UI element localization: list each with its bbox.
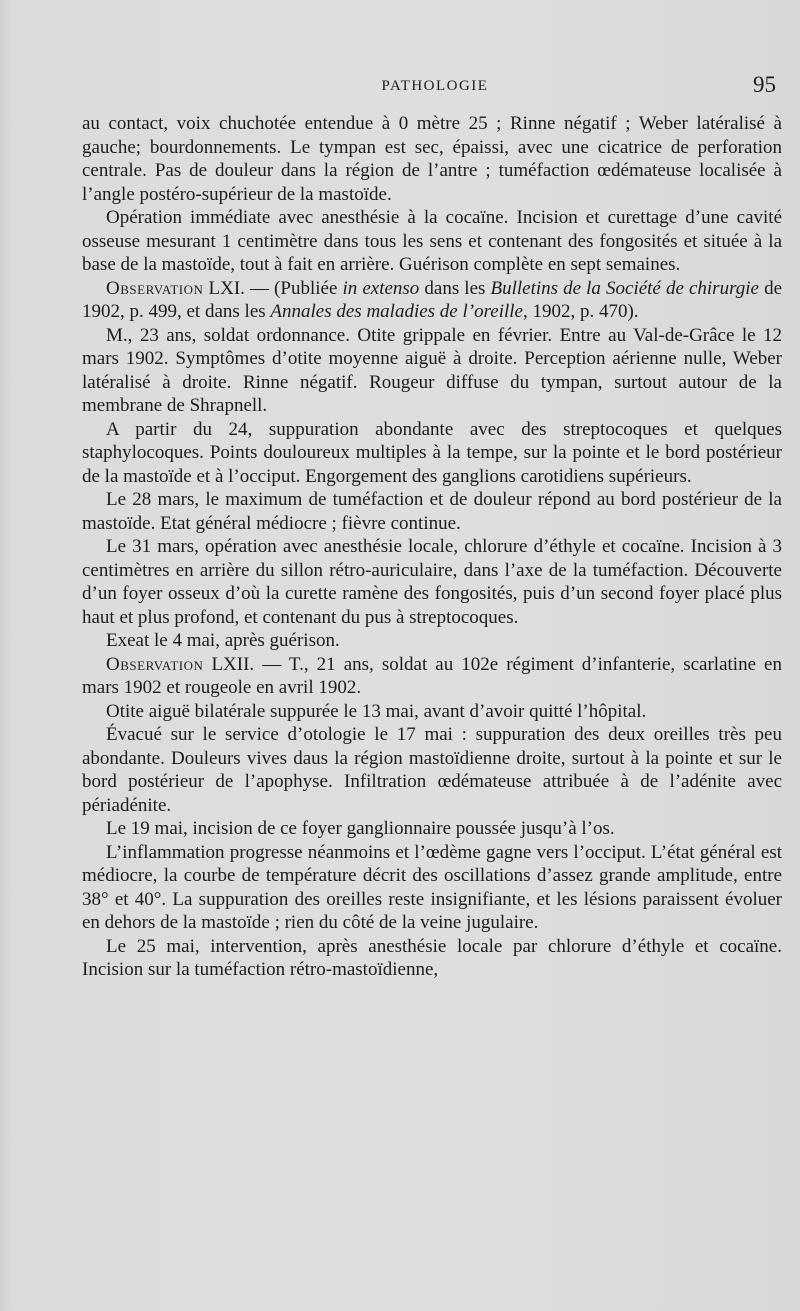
page-body [82,112,782,982]
paragraph [82,112,782,206]
paragraph-text: Opération immédiate avec anesthésie à la cocaïne. Incision et curettage d’une cavité osseuse mesurant 1 centimètre dans tous les sens et contenant des fongosités et située à la base de la mastoïde, tout à fait en arrière. Guérison complète en sept semaines. [82,207,782,275]
paragraph-text: Évacué sur le service d’otologie le 17 mai : suppuration des deux oreilles très peu abondante. Douleurs vives daus la région mastoïdienne droite, surtout à la pointe et sur le bord postérieur de l’apophyse. Infiltration œdémateuse attribuée à de l’adénite avec périadénite. [82,724,782,816]
paragraph [82,324,782,418]
paragraph [82,653,782,700]
paragraph-text: au contact, voix chuchotée entendue à 0 mètre 25 ; Rinne négatif ; Weber latéralisé à gauche; bourdonnements. Le tympan est sec, épaissi, avec une cicatrice de perforation centrale. Pas de douleur dans la région de l’antre ; tuméfaction œdémateuse localisée à l’angle postéro-supérieur de la mastoïde. [82,113,782,205]
running-head: PATHOLOGIE [381,78,489,94]
paragraph-text: Le 28 mars, le maximum de tuméfaction et de douleur répond au bord postérieur de la mastoïde. Etat général médiocre ; fièvre continue. [82,489,782,534]
paragraph [82,629,782,653]
italic-text: Bulletins de la Société de chirurgie [490,277,759,299]
paragraph [82,488,782,535]
italic-text: in extenso [342,277,420,299]
paragraph [82,841,782,935]
paragraph [82,700,782,724]
observation-heading: Observation [106,653,204,675]
paragraph-text: LXII. — T., 21 ans, soldat au 102e régiment d’infanterie, scarlatine en mars 1902 et rougeole en avril 1902. [82,653,782,698]
page-header [84,72,776,106]
paragraph [82,535,782,629]
paragraph-text: LXI. — (Publiée [203,277,343,299]
paragraph-text: A partir du 24, suppuration abondante avec des streptocoques et quelques staphylocoques. Points douloureux multiples à la tempe, sur la pointe et le bord postérieur de la mastoïde et à l’occiput. Engorgement des ganglions carotidiens supérieurs. [82,418,782,487]
paragraph-text: Le 31 mars, opération avec anesthésie locale, chlorure d’éthyle et cocaïne. Incision à 3 centimètres en arrière du sillon rétro-auriculaire, dans l’axe de la tuméfaction. Découverte d’un foyer osseux d’où la curette ramène des fongosités, puis d’un second foyer placé plus haut et plus profond, et contenant du pus à streptocoques. [82,536,782,628]
paragraph [82,723,782,817]
paragraph-text: L’inflammation progresse néanmoins et l’œdème gagne vers l’occiput. L’état général est médiocre, la courbe de température décrit des oscillations d’assez grande amplitude, entre 38° et 40°. La suppuration des oreilles reste insignifiante, et les lésions paraissent évoluer en dehors de la mastoïde ; rien du côté de la veine jugulaire. [82,841,782,933]
paragraph-text: Otite aiguë bilatérale suppurée le 13 mai, avant d’avoir quitté l’hôpital. [106,700,647,722]
observation-heading: Observation [106,277,204,299]
paragraph-text: , 1902, p. 470). [522,301,639,322]
paragraph [82,277,782,324]
paragraph [82,418,782,489]
paragraph-text: Le 25 mai, intervention, après anesthésie locale par chlorure d’éthyle et cocaïne. Incision sur la tuméfaction rétro-mastoïdienne, [82,935,782,980]
paragraph-text: Le 19 mai, incision de ce foyer ganglionnaire poussée jusqu’à l’os. [106,818,615,839]
paragraph [82,935,782,982]
paragraph-text: M., 23 ans, soldat ordonnance. Otite grippale en février. Entre au Val-de-Grâce le 12 mars 1902. Symptômes d’otite moyenne aiguë à droite. Perception aérienne nulle, Weber latéralisé à droite. Rinne négatif. Rougeur diffuse du tympan, surtout autour de la membrane de Shrapnell. [82,324,782,416]
paragraph-text: dans les [419,277,491,299]
page-number: 95 [753,72,776,97]
paragraph-text: de 1902, p. 499, et dans les [82,277,783,322]
italic-text: Annales des maladies de l’oreille [270,301,523,322]
paragraph [82,817,782,841]
paragraph-text: Exeat le 4 mai, après guérison. [106,630,340,651]
paragraph [82,206,782,277]
